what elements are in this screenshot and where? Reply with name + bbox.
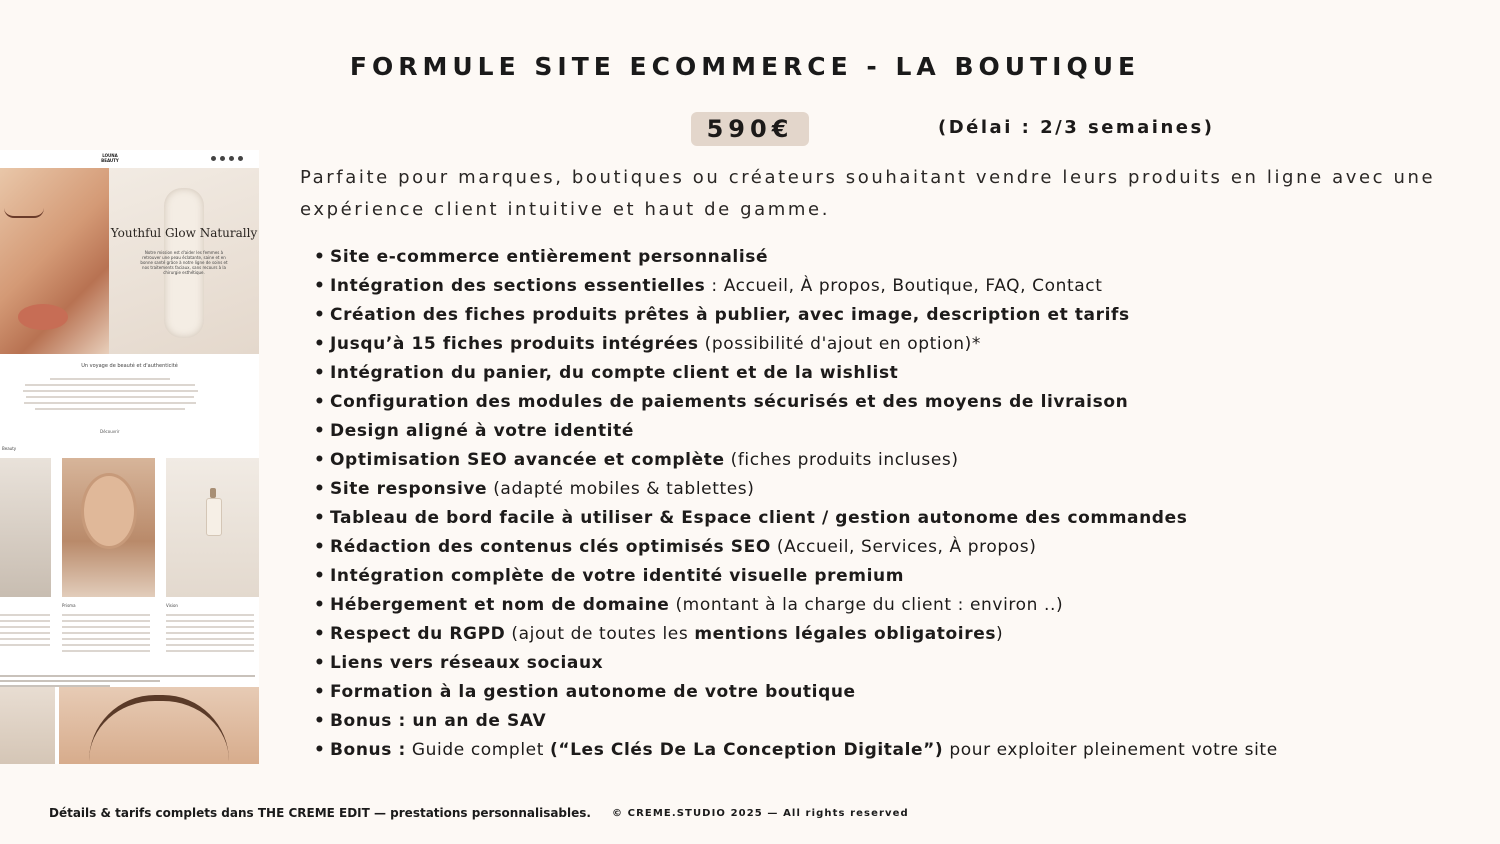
bullet-icon: • <box>314 624 326 644</box>
mockup-logo: LOUNA BEAUTY <box>101 153 119 163</box>
portrait-face-shape <box>84 476 134 546</box>
feature-detail-text: (fiches produits incluses) <box>724 450 959 470</box>
feature-bold-text: Design aligné à votre identité <box>330 421 634 441</box>
bullet-icon: • <box>314 334 326 354</box>
feature-item <box>300 620 1480 649</box>
feature-detail-text: (adapté mobiles & tablettes) <box>487 479 755 499</box>
feature-bold-text: Formation à la gestion autonome de votre boutique <box>330 682 856 702</box>
feature-detail-text: (ajout de toutes les <box>505 624 695 644</box>
mockup-hero-panel <box>109 168 259 354</box>
bullet-icon: • <box>314 566 326 586</box>
feature-bold-text: (“Les Clés De La Conception Digitale”) <box>549 740 944 760</box>
mockup-nav-icons <box>211 156 243 161</box>
bullet-icon: • <box>314 508 326 528</box>
face-lips-shape <box>18 304 68 330</box>
footer-copyright: © CREME.STUDIO 2025 — All rights reserved <box>612 808 909 819</box>
feature-bold-text: Intégration du panier, du compte client et de la wishlist <box>330 363 899 383</box>
account-icon <box>220 156 225 161</box>
feature-detail-text: (possibilité d'ajout en option)* <box>698 334 981 354</box>
feature-bold-text: Site e-commerce entièrement personnalisé <box>330 247 769 267</box>
bullet-icon: • <box>314 595 326 615</box>
feature-bold-text: Configuration des modules de paiements sécurisés et des moyens de livraison <box>330 392 1129 412</box>
feature-list <box>300 243 1480 765</box>
bullet-icon: • <box>314 537 326 557</box>
feature-detail-text: : Accueil, À propos, Boutique, FAQ, Contact <box>705 276 1103 296</box>
feature-bold-text: Optimisation SEO avancée et complète <box>330 450 725 470</box>
hairline-shape <box>89 695 229 761</box>
bullet-icon: • <box>314 450 326 470</box>
mockup-hero-text: Notre mission est d'aider les femmes à retrouver une peau éclatante, saine et en bonne santé grâce à notre ligne de soins et nos traitements faciaux, sans recours à la chirurgie esthétique. <box>140 250 228 275</box>
feature-item <box>300 272 1480 301</box>
feature-item <box>300 707 1480 736</box>
bullet-icon: • <box>314 363 326 383</box>
feature-item <box>300 388 1480 417</box>
bullet-icon: • <box>314 247 326 267</box>
mockup-bottom-product <box>0 687 55 764</box>
feature-bold-text: Bonus : un an de SAV <box>330 711 547 731</box>
feature-item <box>300 417 1480 446</box>
bullet-icon: • <box>314 682 326 702</box>
bullet-icon: • <box>314 740 326 760</box>
mockup-header <box>0 150 259 168</box>
bullet-icon: • <box>314 392 326 412</box>
bullet-icon: • <box>314 711 326 731</box>
feature-detail-text: pour exploiter pleinement votre site <box>943 740 1278 760</box>
bullet-icon: • <box>314 479 326 499</box>
page-title: FORMULE SITE ECOMMERCE - LA BOUTIQUE <box>349 52 1141 81</box>
search-icon <box>211 156 216 161</box>
footer-note: Détails & tarifs complets dans THE CREME EDIT — prestations personnalisables. <box>49 806 591 820</box>
feature-detail-text: (montant à la charge du client : environ ..) <box>669 595 1064 615</box>
mockup-caption-lines <box>0 610 50 650</box>
bullet-icon: • <box>314 421 326 441</box>
mockup-caption-lines <box>166 610 254 656</box>
feature-bold-text: Jusqu’à 15 fiches produits intégrées <box>330 334 699 354</box>
price-badge: 590€ <box>691 112 809 146</box>
wishlist-icon <box>229 156 234 161</box>
mockup-hero-title: Youthful Glow Naturally <box>110 226 258 240</box>
bottle-shape <box>206 498 222 536</box>
feature-item <box>300 330 1480 359</box>
mockup-card-caption: Vision <box>166 603 178 608</box>
feature-item <box>300 301 1480 330</box>
feature-item <box>300 359 1480 388</box>
mockup-bottle-card <box>166 458 259 597</box>
feature-detail-text: (Accueil, Services, À propos) <box>770 537 1037 557</box>
bottle-cap-shape <box>210 488 216 498</box>
feature-item <box>300 504 1480 533</box>
mockup-card-caption: Prisma <box>62 603 76 608</box>
feature-bold-text: Création des fiches produits prêtes à publier, avec image, description et tarifs <box>330 305 1130 325</box>
mockup-more-link: Découvrir <box>100 429 120 434</box>
feature-bold-text: Intégration complète de votre identité visuelle premium <box>330 566 905 586</box>
mockup-section-title: Un voyage de beauté et d'authenticité <box>81 363 178 369</box>
feature-item <box>300 678 1480 707</box>
feature-item <box>300 649 1480 678</box>
mockup-bottom-portrait <box>59 687 259 764</box>
mockup-brand-label: Beauty <box>2 446 17 451</box>
bullet-icon: • <box>314 276 326 296</box>
mockup-product-card <box>0 458 51 597</box>
feature-item <box>300 562 1480 591</box>
feature-bold-text: mentions légales obligatoires <box>694 624 997 644</box>
feature-item <box>300 475 1480 504</box>
face-eye-shape <box>4 208 44 218</box>
feature-item <box>300 243 1480 272</box>
feature-bold-text: Respect du RGPD <box>330 624 506 644</box>
feature-item <box>300 591 1480 620</box>
mockup-portrait-card <box>62 458 155 597</box>
bullet-icon: • <box>314 305 326 325</box>
feature-bold-text: Intégration des sections essentielles <box>330 276 706 296</box>
feature-bold-text: Bonus : <box>330 740 406 760</box>
feature-bold-text: Rédaction des contenus clés optimisés SEO <box>330 537 771 557</box>
mockup-text-lines <box>20 374 200 414</box>
feature-detail-text: ) <box>996 624 1004 644</box>
cart-icon <box>238 156 243 161</box>
delivery-delay: (Délai : 2/3 semaines) <box>938 117 1215 138</box>
feature-item <box>300 533 1480 562</box>
intro-paragraph: Parfaite pour marques, boutiques ou créateurs souhaitant vendre leurs produits en ligne avec une expérience client intuitive et haut de gamme. <box>300 167 1436 220</box>
bullet-icon: • <box>314 653 326 673</box>
feature-bold-text: Liens vers réseaux sociaux <box>330 653 604 673</box>
mockup-caption-lines <box>62 610 150 656</box>
feature-bold-text: Tableau de bord facile à utiliser & Espace client / gestion autonome des commandes <box>330 508 1188 528</box>
feature-bold-text: Hébergement et nom de domaine <box>330 595 670 615</box>
feature-bold-text: Site responsive <box>330 479 488 499</box>
website-mockup <box>0 150 259 764</box>
mockup-hero-photo <box>0 168 109 354</box>
feature-item <box>300 446 1480 475</box>
feature-detail-text: Guide complet <box>405 740 550 760</box>
feature-item <box>300 736 1480 765</box>
